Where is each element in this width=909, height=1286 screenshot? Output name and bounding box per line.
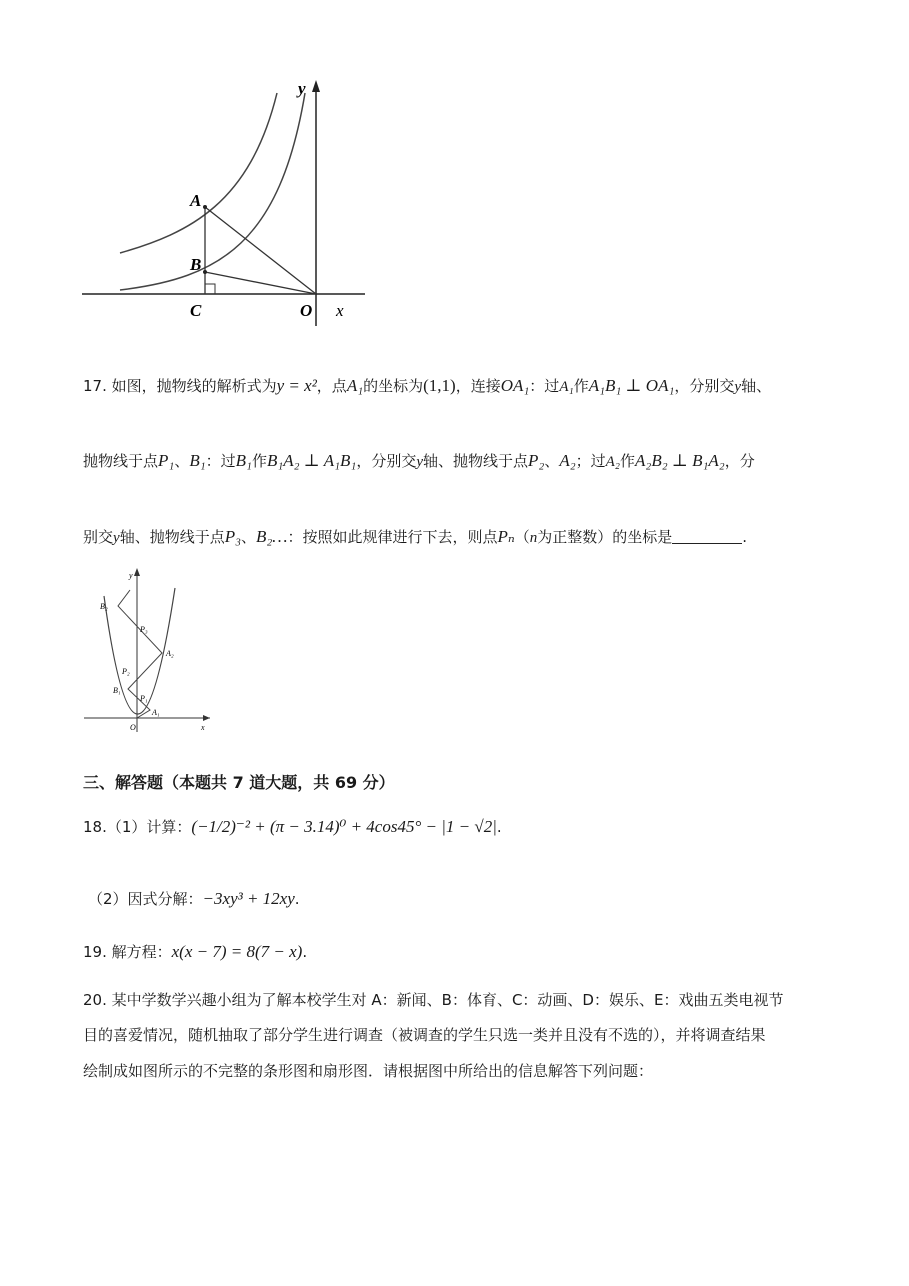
point-p2: P₂ [528, 451, 545, 470]
q18-part-2: （2）因式分解：−3xy³ + 12xy. [88, 889, 300, 908]
q18-factor-expression: −3xy³ + 12xy [202, 889, 295, 908]
q20-line-1: 20. 某中学数学兴趣小组为了解本校学生对 A：新闻、B：体育、C：动画、D：娱乐、E：戏曲五类电视节 [83, 991, 784, 1009]
label-c: C [190, 301, 202, 320]
label-b: B [190, 255, 202, 274]
point-b2: B₂… [256, 527, 288, 546]
svg-text:y: y [129, 571, 133, 580]
q18-part-1: 18.（1）计算：(−1/2)⁻² + (π − 3.14)⁰ + 4cos45° − |1 − √2|. [83, 817, 502, 836]
point-p1: P₁ [158, 451, 175, 470]
answer-blank[interactable] [672, 529, 742, 544]
q17-line-2: 抛物线于点P₁、B₁：过B₁作B₁A₂ ⊥ A₁B₁，分别交y轴、抛物线于点P₂、A₂；过A₂作A₂B₂ ⊥ B₁A₂，分 [83, 451, 755, 470]
svg-text:B₁: B₁ [113, 686, 121, 695]
label-y: y [298, 79, 306, 98]
svg-text:x: x [201, 723, 205, 732]
q17-line-1: 17. 如图，抛物线的解析式为y = x²，点A₁的坐标为(1,1)，连接OA₁：过A₁作A₁B₁ ⊥ OA₁，分别交y轴、 [83, 376, 772, 395]
q19: 19. 解方程：x(x − 7) = 8(7 − x). [83, 942, 308, 961]
q17-line-3: 别交y轴、抛物线于点P₃、B₂…：按照如此规律进行下去，则点Pₙ（n为正整数）的坐标是 . [83, 527, 748, 546]
figure-2-parabola-zigzag [82, 566, 212, 736]
svg-text:P₂: P₂ [122, 667, 130, 676]
perp-a1b1: A₁B₁ ⊥ OA₁ [588, 376, 675, 395]
point-p3: P₃ [224, 527, 241, 546]
curve-inner [120, 93, 305, 290]
point-a2: A₂ [559, 451, 576, 470]
svg-text:P₃: P₃ [140, 625, 148, 634]
segment-bo [205, 272, 316, 294]
label-o: O [300, 301, 313, 320]
figure-1-parabolas [80, 78, 370, 328]
label-a: A [190, 191, 202, 210]
svg-text:P₁: P₁ [140, 694, 148, 703]
y-axis-arrow [312, 80, 320, 92]
q17-formula: y = x² [276, 376, 317, 395]
point-pn: Pₙ [497, 527, 515, 546]
section-3-heading: 三、解答题（本题共 7 道大题，共 69 分） [83, 773, 395, 792]
label-x: x [336, 301, 344, 320]
q18-expression: (−1/2)⁻² + (π − 3.14)⁰ + 4cos45° − |1 − √2| [191, 817, 497, 836]
right-angle-mark [205, 284, 215, 294]
svg-text:A₁: A₁ [152, 708, 160, 717]
perp-a2b2: A₂B₂ ⊥ B₁A₂ [635, 451, 725, 470]
q20-line-2: 目的喜爱情况，随机抽取了部分学生进行调查（被调查的学生只选一类并且没有不选的），并将调查结果 [83, 1026, 766, 1044]
svg-text:O: O [130, 723, 136, 732]
segment-oa1: OA₁ [500, 376, 530, 395]
svg-text:A₂: A₂ [166, 649, 174, 658]
q17-num: 17. 如图，抛物线的解析式为 [83, 377, 277, 395]
perp-b1a2: B₁A₂ ⊥ A₁B₁ [266, 451, 357, 470]
q20-line-3: 绘制成如图所示的不完整的条形图和扇形图．请根据图中所给出的信息解答下列问题： [83, 1062, 654, 1080]
q19-equation: x(x − 7) = 8(7 − x) [171, 942, 303, 961]
point-b1: B₁ [189, 451, 206, 470]
coord-a1: (1,1) [423, 376, 456, 395]
point-a1: A₁ [346, 376, 364, 395]
svg-text:B₂: B₂ [100, 602, 108, 611]
